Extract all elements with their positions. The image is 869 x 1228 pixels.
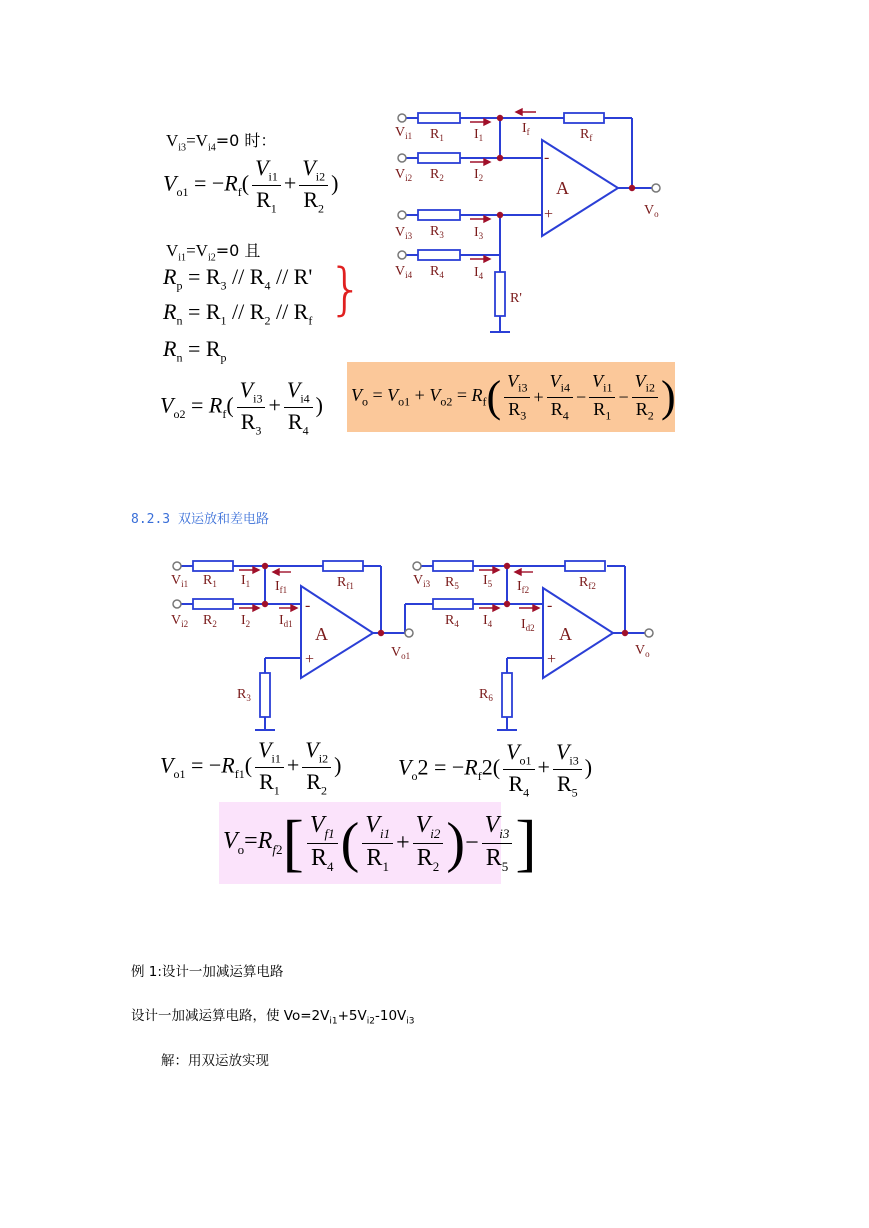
svg-text:+: + [544, 206, 554, 223]
svg-text:+: + [305, 651, 315, 668]
resistor-r4 [418, 250, 460, 260]
example-statement: 设计一加减运算电路，使 $Vo=2V_{i1}+5V_{i2}-10V_{i3}$ [131, 1008, 415, 1027]
svg-text:I5: $I_5$ [483, 573, 493, 589]
resistor-r2 [193, 599, 233, 609]
svg-text:R3: $R_3$ [237, 687, 251, 703]
svg-text:I4: $I_4$ [483, 613, 493, 629]
resistor-r5 [433, 561, 473, 571]
circuit-dual-opamp [165, 548, 665, 738]
svg-text:Id1: $I_{d1}$ [279, 613, 293, 629]
svg-text:-: - [305, 597, 311, 614]
svg-text:I1: $I_1$ [241, 573, 251, 589]
equation-vo2-dual: $V_o2 = -R_f2$( $\frac{V_{o1}}{R_4}$ + $\frac{V_{i3}}{R_5}$ ) [398, 739, 593, 800]
svg-text:Vo: $V_o$ [635, 643, 650, 659]
svg-text:R6: $R_6$ [479, 687, 493, 703]
result-box-vo: $V_o = V_{o1} + V_{o2} = R_f$ ( $\frac{V_{i3}}{R_3}$ + $\frac{V_{i4}}{R_4}$ − $\frac{V_{i1}}{R_1}$ − $\frac{V_{i2}}{R_2}$ ) [347, 362, 675, 432]
equation-vo2: $V_{o2} = R_f$( $\frac{V_{i3}}{R_3}$ + $\frac{V_{i4}}{R_4}$ ) [160, 377, 323, 438]
resistor-r3 [418, 210, 460, 220]
svg-text:Vi3: $V_{i3}$ [413, 573, 431, 589]
equation-rn-rp: $R_n = R_p$ [163, 336, 227, 365]
resistor-r1 [193, 561, 233, 571]
example-title: 例 1:设计一加减运算电路 [131, 964, 284, 980]
svg-text:R3: $R_3$ [430, 224, 444, 240]
svg-text:R4: $R_4$ [430, 264, 444, 280]
resistor-rf2 [565, 561, 605, 571]
svg-text:Id2: $I_{d2}$ [521, 617, 535, 633]
svg-text:I3: $I_3$ [474, 225, 484, 241]
resistor-rf1 [323, 561, 363, 571]
svg-text:Vo1: $V_{o1}$ [391, 645, 411, 661]
svg-text:Vi2: $V_{i2}$ [395, 167, 413, 183]
svg-text:R2: $R_2$ [203, 613, 217, 629]
svg-text:Vi4: $V_{i4}$ [395, 264, 413, 280]
equation-rn: $R_n = R_1 // R_2 // R_f$ [163, 299, 313, 328]
svg-text:R': R' [510, 291, 522, 306]
svg-text:Vi3: $V_{i3}$ [395, 225, 413, 241]
svg-text:I1: $I_1$ [474, 127, 484, 143]
svg-text:Vi1: $V_{i1}$ [171, 573, 189, 589]
svg-text:Rf2: $R_{f2}$ [579, 575, 596, 591]
section-heading: 8.2.3 双运放和差电路 [131, 512, 269, 527]
resistor-r6 [502, 673, 512, 717]
svg-text:Vi1: $V_{i1}$ [395, 125, 413, 141]
resistor-rprime [495, 272, 505, 316]
svg-text:-: - [547, 597, 553, 614]
svg-text:I2: $I_2$ [241, 613, 251, 629]
svg-text:R1: $R_1$ [430, 127, 444, 143]
resistor-r2 [418, 153, 460, 163]
equation-vo1: $V_{o1} = -R_f$( $\frac{V_{i1}}{R_1}$ + $\frac{V_{i2}}{R_2}$ ) [163, 155, 339, 216]
svg-text:If2: $I_{f2}$ [517, 579, 530, 595]
svg-text:I4: $I_4$ [474, 265, 484, 281]
svg-text:If: $I_f$ [522, 121, 530, 137]
svg-text:-: - [544, 149, 550, 166]
svg-text:Rf: $R_f$ [580, 127, 593, 143]
resistor-r3 [260, 673, 270, 717]
equation-vo1-dual: $V_{o1} = -R_{f1}$( $\frac{V_{i1}}{R_1}$ + $\frac{V_{i2}}{R_2}$ ) [160, 737, 342, 798]
circuit-single-opamp [390, 100, 680, 340]
example-solution: 解：用双运放实现 [161, 1053, 269, 1069]
svg-text:R4: $R_4$ [445, 613, 459, 629]
svg-text:Vi2: $V_{i2}$ [171, 613, 189, 629]
equation-rp: $R_p = R_3 // R_4 // R'$ [163, 264, 313, 293]
svg-text:Rf1: $R_{f1}$ [337, 575, 354, 591]
svg-text:R1: $R_1$ [203, 573, 217, 589]
svg-text:If1: $I_{f1}$ [275, 579, 288, 595]
svg-text:Vo: $V_o$ [644, 203, 659, 219]
condition-vi1-vi2: $V_{i1}=V_{i2}=0$ 且 [166, 241, 261, 264]
svg-text:R5: $R_5$ [445, 575, 459, 591]
red-brace: } [328, 257, 364, 322]
svg-text:A: A [556, 178, 569, 198]
svg-text:+: + [547, 651, 557, 668]
resistor-r1 [418, 113, 460, 123]
svg-text:A: A [315, 624, 328, 644]
condition-vi3-vi4: $V_{i3}=V_{i4}=0$ 时： [166, 131, 277, 154]
svg-text:A: A [559, 624, 572, 644]
svg-text:I2: $I_2$ [474, 167, 484, 183]
result-box-vo-dual: $V_o=R_{f2}$ [ $\frac{V_{f1}}{R_4}$ ( $\frac{V_{i1}}{R_1}$ + $\frac{V_{i2}}{R_2}$ ) − $\frac{V_{i3}}{R_5}$ ] [219, 802, 501, 884]
resistor-r4 [433, 599, 473, 609]
svg-text:R2: $R_2$ [430, 167, 444, 183]
resistor-rf [564, 113, 604, 123]
